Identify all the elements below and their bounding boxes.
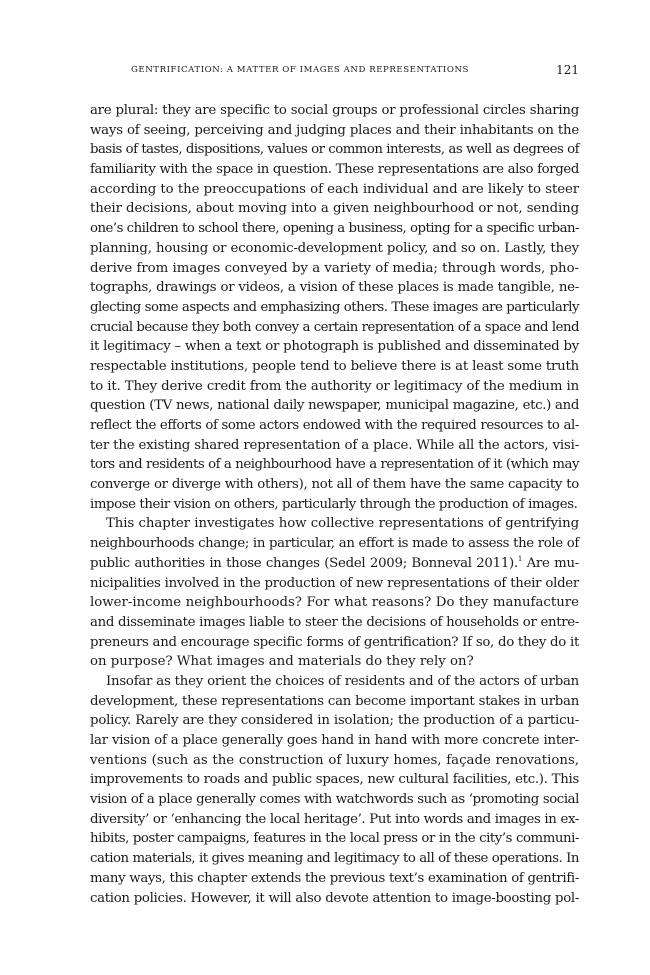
text-line: reflect the efforts of some actors endowed with the required resources to al- [90, 418, 579, 433]
text-line: policy. Rarely are they considered in isolation; the production of a particu- [90, 713, 579, 729]
text-line: on purpose? What images and materials do they rely on? [90, 654, 474, 670]
text-line: question (TV news, national daily newspaper, municipal magazine, etc.) and [90, 398, 579, 414]
text-line: according to the preoccupations of each individual and are likely to steer [90, 181, 579, 197]
text-line: planning, housing or economic-development policy, and so on. Lastly, they [90, 240, 579, 256]
text-line: ways of seeing, perceiving and judging places and their inhabitants on the [90, 122, 579, 138]
body-text [90, 101, 579, 908]
text-line-part: Are mu- [522, 555, 579, 571]
text-line: nicipalities involved in the production of new representations of their older [90, 575, 579, 591]
text-line: impose their vision on others, particularly through the production of images. [90, 496, 578, 512]
text-line: ter the existing shared representation of a place. While all the actors, visi- [90, 437, 579, 453]
text-line-with-footnote [90, 554, 579, 574]
text-line: to it. They derive credit from the authority or legitimacy of the medium in [90, 378, 579, 394]
text-line: improvements to roads and public spaces, new cultural facilities, etc.). This [90, 772, 579, 788]
text-line: derive from images conveyed by a variety of media; through words, pho- [90, 260, 579, 276]
text-line: converge or diverge with others), not all of them have the same capacity to [90, 477, 579, 493]
text-line: respectable institutions, people tend to believe there is at least some truth [90, 358, 579, 374]
text-line: familiarity with the space in question. These representations are also forged [90, 162, 579, 178]
text-line: crucial because they both convey a certain representation of a space and lend [90, 319, 579, 335]
text-line: cation policies. However, it will also devote attention to image-boosting pol- [90, 890, 579, 906]
text-line: many ways, this chapter extends the previous text’s examination of gentrifi- [90, 870, 579, 886]
text-line: preneurs and encourage specific forms of gentrification? If so, do they do it [90, 634, 579, 650]
text-line: Insofar as they orient the choices of residents and of the actors of urban [106, 673, 579, 689]
text-line: This chapter investigates how collective representations of gentrifying [106, 516, 579, 532]
running-title: GENTRIFICATION: A MATTER OF IMAGES AND REPRESENTATIONS [131, 65, 469, 75]
text-line: and disseminate images liable to steer the decisions of households or entre- [90, 614, 579, 630]
text-line: neighbourhoods change; in particular, an effort is made to assess the role of [90, 536, 579, 552]
text-line-part: public authorities in those changes (Sedel 2009; Bonneval 2011). [90, 555, 518, 571]
text-line: vision of a place generally comes with watchwords such as ‘promoting social [90, 792, 579, 808]
text-line: lar vision of a place generally goes hand in hand with more concrete inter- [90, 733, 579, 748]
running-head [90, 62, 579, 78]
text-line: diversity’ or ‘enhancing the local heritage’. Put into words and images in ex- [90, 811, 579, 827]
text-line: their decisions, about moving into a given neighbourhood or not, sending [90, 201, 579, 217]
text-line: hibits, poster campaigns, features in the local press or in the city’s communi- [90, 831, 579, 847]
text-line: basis of tastes, dispositions, values or common interests, as well as degrees of [90, 142, 579, 158]
text-line: it legitimacy – when a text or photograph is published and disseminated by [90, 339, 579, 355]
text-line: glecting some aspects and emphasizing others. These images are particularly [90, 299, 579, 315]
text-line: cation materials, it gives meaning and legitimacy to all of these operations. In [90, 851, 579, 867]
text-line: development, these representations can become important stakes in urban [90, 693, 579, 709]
page-number: 121 [556, 63, 579, 77]
text-line: tors and residents of a neighbourhood have a representation of it (which may [90, 457, 579, 473]
footnote-marker[interactable]: 1 [517, 554, 523, 563]
text-line: lower-income neighbourhoods? For what reasons? Do they manufacture [90, 595, 579, 611]
text-line: one’s children to school there, opening a business, opting for a specific urban- [90, 221, 579, 237]
text-line: are plural: they are specific to social groups or professional circles sharing [90, 103, 579, 118]
text-line: ventions (such as the construction of luxury homes, façade renovations, [90, 752, 579, 768]
text-line: tographs, drawings or videos, a vision of these places is made tangible, ne- [90, 280, 579, 296]
